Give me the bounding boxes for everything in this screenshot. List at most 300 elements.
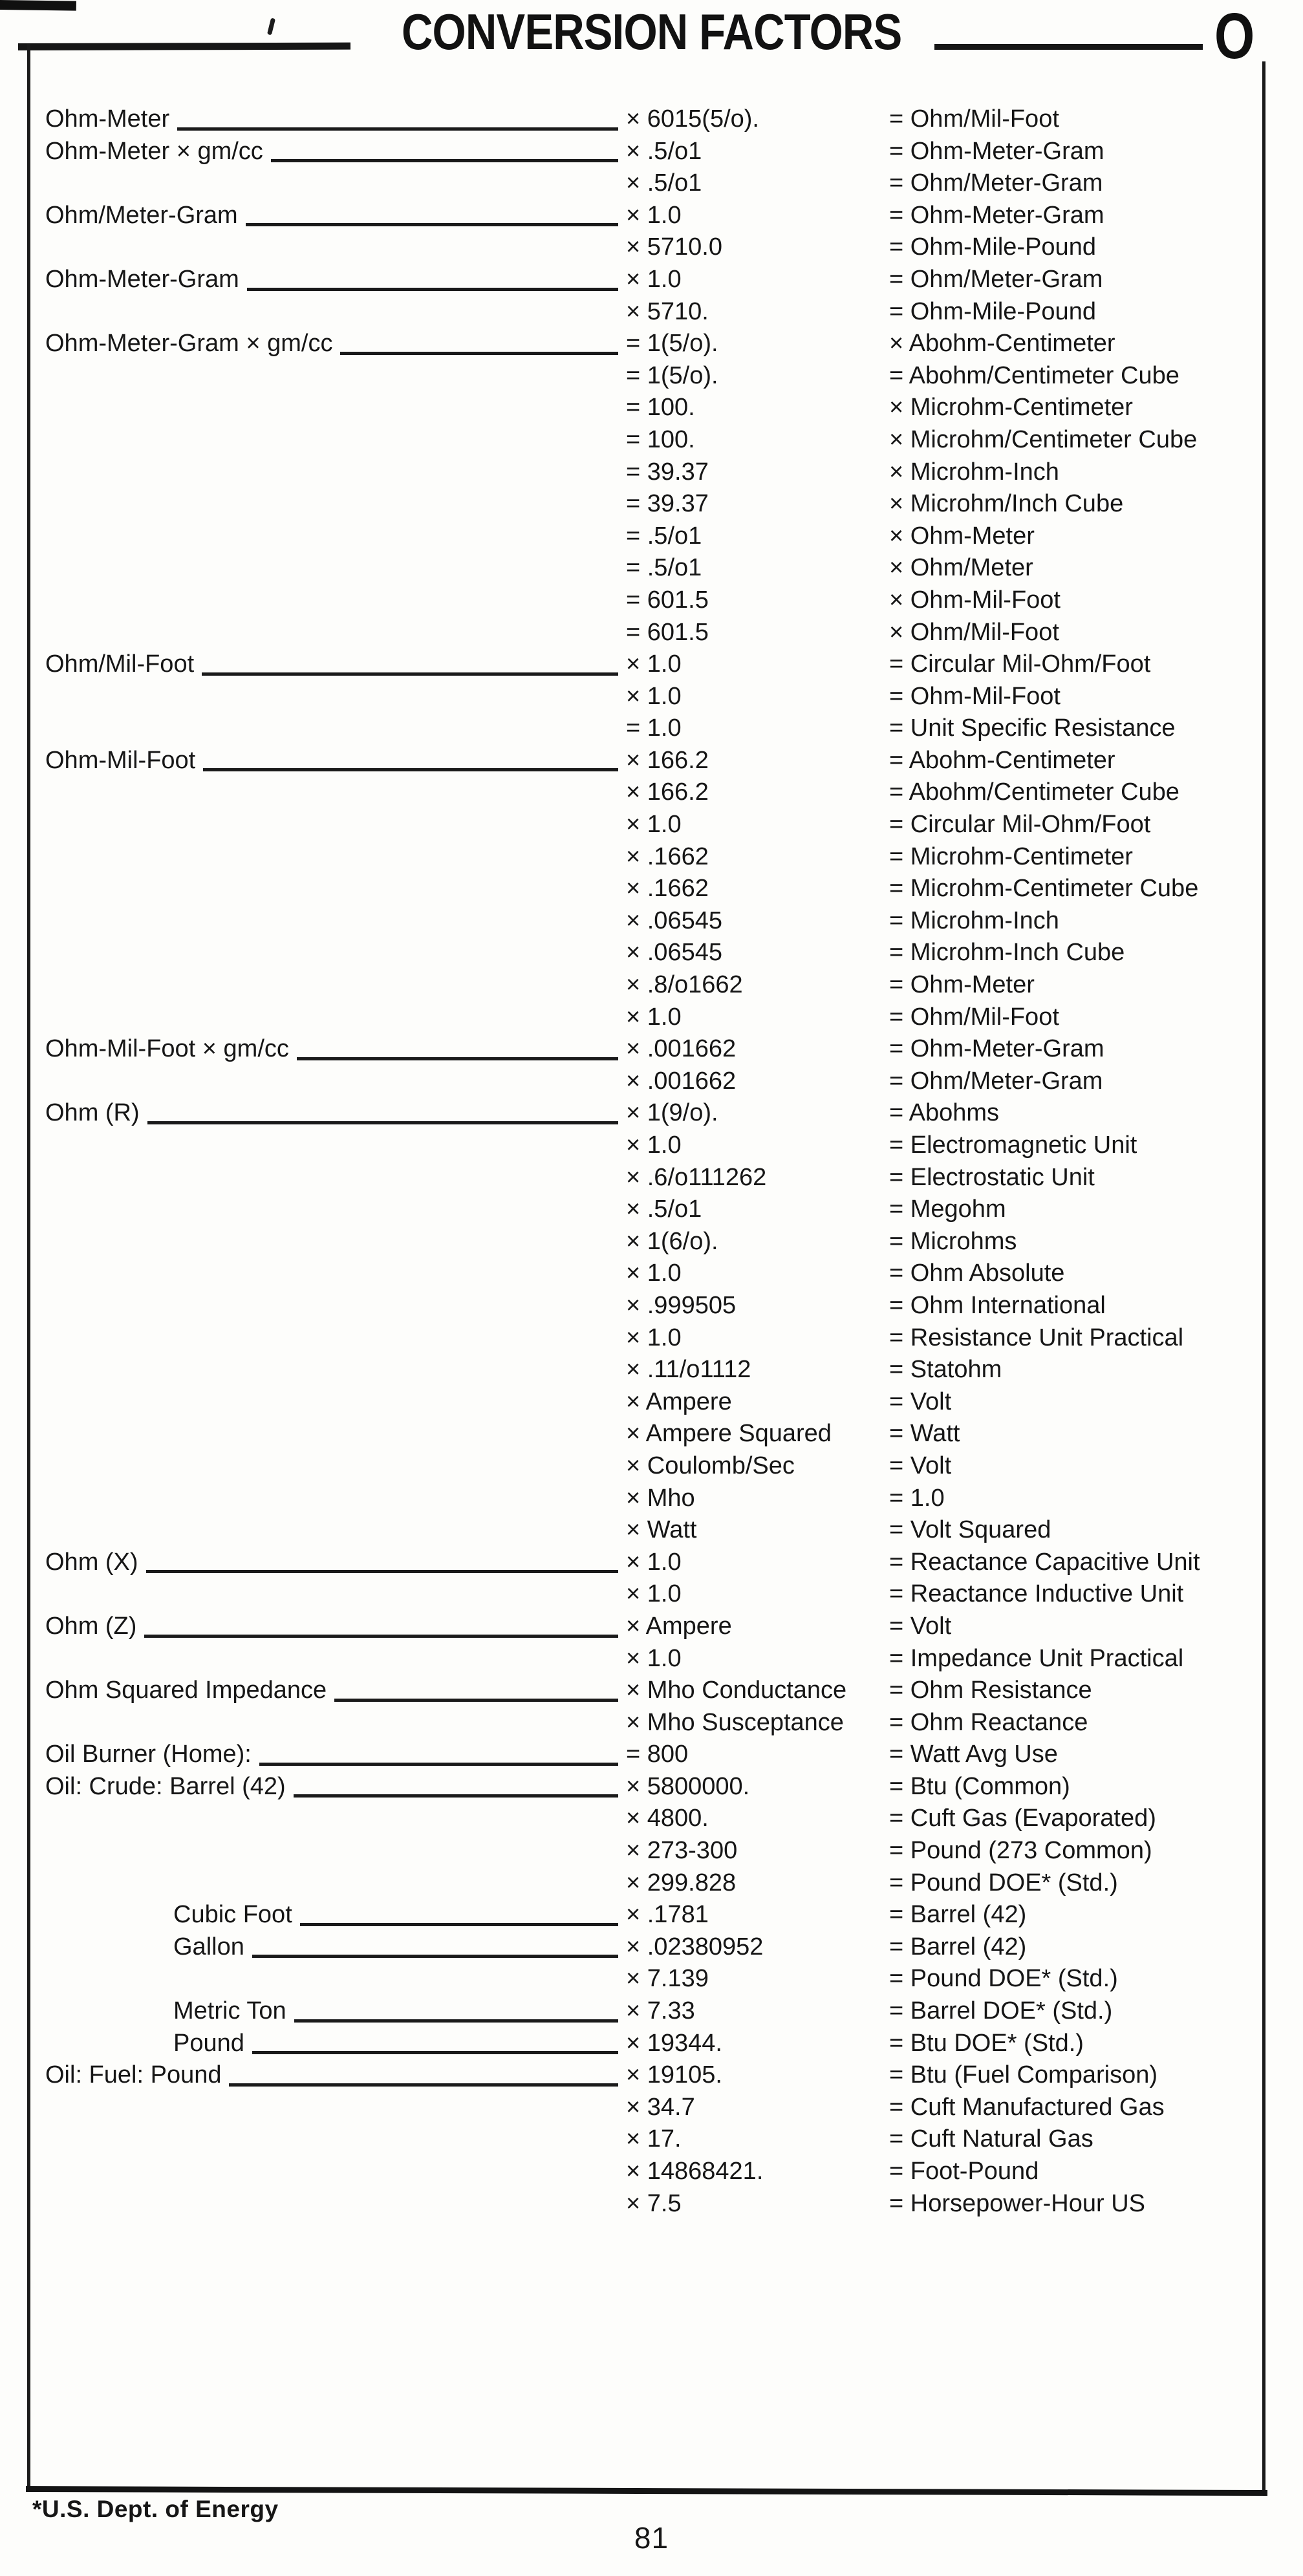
table-row [0,167,1303,200]
result-unit: = Microhm-Centimeter Cube [889,875,1199,903]
factor-value: × 166.2 [626,746,709,774]
table-row [0,1450,1303,1483]
row-label-area [45,777,621,809]
factor-value: × Ampere [626,1388,732,1415]
row-label-area [45,681,621,713]
leader-line [177,103,618,131]
factor-value: = 39.37 [626,490,709,518]
table-row [0,2028,1303,2060]
result-unit: × Microhm/Centimeter Cube [889,425,1198,453]
table-row [0,1194,1303,1226]
source-unit-label: Oil: Fuel: Pound [45,2061,222,2089]
row-label-area [45,296,621,328]
table-row [0,809,1303,841]
source-unit-label: Ohm-Mil-Foot [45,746,196,774]
result-unit: = Barrel (42) [889,1901,1027,1929]
result-unit: = Abohm/Centimeter Cube [889,361,1179,389]
result-unit: = Ohm/Meter-Gram [889,265,1103,293]
row-label-area [45,969,621,1002]
title-underline-right [934,44,1203,50]
result-unit: = Btu DOE* (Std.) [889,2029,1084,2057]
factor-value: × Mho Susceptance [626,1708,844,1736]
row-label-area [45,2188,621,2220]
row-label-area [45,649,621,681]
result-unit: = Ohm Absolute [889,1260,1065,1287]
table-row [0,136,1303,168]
table-row [0,1835,1303,1867]
row-label-area [45,2156,621,2188]
leader-line [340,328,618,355]
factor-value: × Coulomb/Sec [626,1452,795,1479]
result-unit: = Ohm/Meter-Gram [889,169,1103,197]
row-label-area [45,1483,621,1515]
factor-value: × 19344. [626,2029,722,2057]
leader-line [144,1611,618,1638]
row-label-area [45,200,621,232]
factor-value: × 7.139 [626,1965,709,1993]
source-unit-label: Gallon [173,1933,244,1960]
row-label-area [45,392,621,424]
table-row [0,328,1303,360]
factor-value: = 1.0 [626,714,682,742]
table-row [0,392,1303,424]
factor-value: = 601.5 [626,618,709,646]
table-row [0,552,1303,585]
leader-line [229,2059,618,2087]
row-label-area [45,1675,621,1707]
factor-value: × 1.0 [626,1260,682,1287]
row-label-area [45,1835,621,1867]
factor-value: = .5/o1 [626,554,702,582]
factor-value: = 1(5/o). [626,330,718,358]
row-label-area [45,1578,621,1611]
row-label-area [45,585,621,617]
table-row [0,1643,1303,1675]
factor-value: × 1.0 [626,265,682,293]
source-unit-label: Cubic Foot [173,1901,292,1929]
table-row [0,264,1303,296]
factor-value: × 1.0 [626,1003,682,1031]
row-label-area [45,521,621,553]
table-row [0,1226,1303,1258]
table-row [0,424,1303,456]
table-row [0,1290,1303,1322]
table-row [0,1386,1303,1419]
leader-line [259,1739,618,1766]
factor-value: × 1.0 [626,201,682,229]
result-unit: = Pound (273 Common) [889,1837,1152,1865]
factor-value: × 5710. [626,297,709,325]
result-unit: = Foot-Pound [889,2158,1039,2185]
result-unit: = Pound DOE* (Std.) [889,1869,1118,1896]
row-label-area [45,1707,621,1739]
row-label-area [45,1450,621,1483]
section-letter: O [1214,0,1255,72]
row-label-area [45,1162,621,1194]
factor-value: × .1662 [626,875,709,903]
row-label-area [45,1514,621,1547]
table-row [0,1771,1303,1803]
leader-line [247,264,618,291]
page-header [0,5,1303,58]
result-unit: = Ohm International [889,1291,1106,1319]
table-row [0,200,1303,232]
factor-value: × .5/o1 [626,137,702,165]
factor-value: × 1.0 [626,1548,682,1576]
result-unit: = Ohm-Mile-Pound [889,297,1096,325]
leader-line [202,649,618,676]
row-label-area [45,167,621,200]
row-label-area [45,2092,621,2124]
factor-value: × 299.828 [626,1869,737,1896]
factor-value: × 1.0 [626,811,682,839]
row-label-area [45,1130,621,1162]
row-label-area [45,713,621,745]
factor-value: × 7.5 [626,2189,682,2217]
table-row [0,1931,1303,1964]
conversion-table [0,103,1303,2220]
result-unit: = Electromagnetic Unit [889,1132,1137,1159]
table-row [0,905,1303,938]
row-label-area [45,1354,621,1386]
row-label-area [45,328,621,360]
source-unit-label: Ohm/Meter-Gram [45,201,238,229]
result-unit: = Unit Specific Resistance [889,714,1176,742]
source-unit-label: Ohm-Mil-Foot × gm/cc [45,1035,289,1063]
result-unit: = Ohm Resistance [889,1677,1092,1704]
row-label-area [45,456,621,489]
factor-value: × .5/o1 [626,1196,702,1223]
result-unit: = Watt [889,1420,960,1448]
source-unit-label: Ohm (X) [45,1548,138,1576]
factor-value: × Mho [626,1484,695,1512]
result-unit: × Microhm-Inch [889,458,1059,486]
result-unit: = Cuft Natural Gas [889,2125,1093,2153]
row-label-area [45,1033,621,1066]
table-row [0,1611,1303,1643]
factor-value: = 601.5 [626,586,709,614]
row-label-area [45,360,621,392]
table-row [0,585,1303,617]
result-unit: = Megohm [889,1196,1006,1223]
table-row [0,1322,1303,1355]
source-unit-label: Ohm-Meter-Gram [45,265,239,293]
table-row [0,1963,1303,1995]
result-unit: = Ohm Reactance [889,1708,1088,1736]
row-label-area [45,1771,621,1803]
row-label-area [45,1386,621,1419]
table-row [0,1002,1303,1034]
result-unit: = Abohm/Centimeter Cube [889,778,1179,806]
leader-line [271,136,618,163]
table-row [0,713,1303,745]
result-unit: = Reactance Capacitive Unit [889,1548,1200,1576]
result-unit: × Ohm/Meter [889,554,1033,582]
result-unit: × Microhm/Inch Cube [889,490,1124,518]
result-unit: = Btu (Fuel Comparison) [889,2061,1158,2089]
row-label-area [173,1931,621,1964]
footnote: *U.S. Dept. of Energy [32,2496,279,2522]
table-row [0,1033,1303,1066]
table-row [0,1514,1303,1547]
result-unit: = Ohm/Meter-Gram [889,1067,1103,1095]
result-unit: = Cuft Manufactured Gas [889,2093,1165,2121]
table-row [0,1547,1303,1579]
source-unit-label: Metric Ton [173,1997,286,2025]
result-unit: = Ohm/Mil-Foot [889,1003,1059,1031]
factor-value: × 1.0 [626,650,682,678]
page-title: CONVERSION FACTORS [401,3,902,60]
row-label-area [45,488,621,521]
factor-value: × .06545 [626,907,722,934]
result-unit: = Resistance Unit Practical [889,1324,1184,1351]
factor-value: × .001662 [626,1067,737,1095]
source-unit-label: Ohm (R) [45,1099,140,1127]
row-label-area [45,1066,621,1098]
table-row [0,1130,1303,1162]
table-row [0,456,1303,489]
row-label-area [45,103,621,136]
factor-value: × 6015(5/o). [626,105,759,133]
leader-line [252,2028,618,2055]
factor-value: × Mho Conductance [626,1677,847,1704]
result-unit: = Pound DOE* (Std.) [889,1965,1118,1993]
result-unit: × Ohm-Meter [889,522,1035,550]
table-row [0,1418,1303,1450]
table-row [0,1707,1303,1739]
table-row [0,873,1303,905]
factor-value: × 7.33 [626,1997,695,2025]
result-unit: = Circular Mil-Ohm/Foot [889,811,1151,839]
factor-value: × .02380952 [626,1933,764,1960]
row-label-area [45,1963,621,1995]
source-unit-label: Pound [173,2029,244,2057]
result-unit: = Microhm-Inch [889,907,1059,934]
table-row [0,969,1303,1002]
source-unit-label: Ohm-Meter [45,105,170,133]
result-unit: = Circular Mil-Ohm/Foot [889,650,1151,678]
factor-value: = .5/o1 [626,522,702,550]
result-unit: = Abohm-Centimeter [889,746,1115,774]
table-row [0,1803,1303,1835]
row-label-area [45,1226,621,1258]
result-unit: = Microhm-Centimeter [889,843,1133,870]
row-label-area [45,1290,621,1322]
table-row [0,2123,1303,2156]
row-label-area [45,617,621,649]
row-label-area [45,873,621,905]
result-unit: = Barrel (42) [889,1933,1027,1960]
factor-value: × 1(6/o). [626,1227,718,1255]
factor-value: × Watt [626,1516,697,1544]
result-unit: = Ohm-Meter-Gram [889,1035,1104,1063]
factor-value: × 17. [626,2125,682,2153]
row-label-area [173,1899,621,1931]
result-unit: = Ohm-Meter-Gram [889,201,1104,229]
row-label-area [45,1611,621,1643]
source-unit-label: Ohm-Meter-Gram × gm/cc [45,330,333,358]
row-label-area [45,1097,621,1130]
factor-value: × 5710.0 [626,233,722,261]
row-label-area [45,1643,621,1675]
table-row [0,2156,1303,2188]
table-row [0,1354,1303,1386]
result-unit: = Watt Avg Use [889,1741,1058,1768]
factor-value: = 39.37 [626,458,709,486]
result-unit: = Ohm-Meter-Gram [889,137,1104,165]
table-row [0,2188,1303,2220]
factor-value: = 100. [626,425,695,453]
factor-value: × 34.7 [626,2093,695,2121]
row-label-area [45,1418,621,1450]
row-label-area [45,1258,621,1290]
factor-value: × 19105. [626,2061,722,2089]
result-unit: = Volt [889,1452,952,1479]
row-label-area [45,231,621,264]
table-row [0,1258,1303,1290]
result-unit: × Abohm-Centimeter [889,330,1115,358]
factor-value: × .6/o111262 [626,1163,767,1191]
result-unit: = Ohm-Mil-Foot [889,682,1061,710]
result-unit: × Ohm-Mil-Foot [889,586,1061,614]
table-row [0,231,1303,264]
table-row [0,937,1303,969]
row-label-area [45,1739,621,1771]
factor-value: × Ampere [626,1612,732,1640]
factor-value: × 273-300 [626,1837,738,1865]
table-row [0,745,1303,777]
source-unit-label: Ohm-Meter × gm/cc [45,137,263,165]
leader-line [252,1931,618,1959]
table-row [0,1867,1303,1900]
row-label-area [45,1867,621,1900]
result-unit: = Electrostatic Unit [889,1163,1095,1191]
source-unit-label: Oil: Crude: Barrel (42) [45,1772,286,1800]
result-unit: = Impedance Unit Practical [889,1644,1184,1672]
row-label-area [45,1803,621,1835]
page-number: 81 [634,2521,669,2555]
row-label-area [45,937,621,969]
result-unit: × Ohm/Mil-Foot [889,618,1059,646]
table-row [0,1066,1303,1098]
row-label-area [45,1194,621,1226]
table-row [0,1097,1303,1130]
factor-value: = 1(5/o). [626,361,718,389]
row-label-area [45,2059,621,2092]
factor-value: × .5/o1 [626,169,702,197]
factor-value: × 1.0 [626,1324,682,1351]
factor-value: × 1.0 [626,1132,682,1159]
table-row [0,2059,1303,2092]
factor-value: × 14868421. [626,2158,764,2185]
factor-value: × .001662 [626,1035,737,1063]
factor-value: × 5800000. [626,1772,750,1800]
factor-value: × 1.0 [626,1644,682,1672]
factor-value: × 166.2 [626,778,709,806]
row-label-area [173,1995,621,2028]
factor-value: × 1(9/o). [626,1099,718,1127]
table-row [0,521,1303,553]
box-bottom-border [26,2486,1267,2496]
row-label-area [45,136,621,168]
result-unit: = Volt [889,1388,952,1415]
leader-line [146,1547,618,1574]
leader-line [246,200,618,227]
row-label-area [45,424,621,456]
result-unit: = Cuft Gas (Evaporated) [889,1805,1156,1832]
table-row [0,1675,1303,1707]
result-unit: = Statohm [889,1356,1002,1384]
result-unit: = Btu (Common) [889,1772,1070,1800]
table-row [0,1162,1303,1194]
leader-line [203,745,618,772]
leader-line [297,1033,618,1060]
row-label-area [45,264,621,296]
result-unit: = Reactance Inductive Unit [889,1580,1184,1608]
factor-value: × 1.0 [626,1580,682,1608]
result-unit: = Volt [889,1612,952,1640]
factor-value: × .999505 [626,1291,737,1319]
factor-value: × Ampere Squared [626,1420,832,1448]
factor-value: × .11/o1112 [626,1356,751,1384]
factor-value: × .8/o1662 [626,971,743,999]
row-label-area [45,2123,621,2156]
table-row [0,841,1303,874]
result-unit: = Abohms [889,1099,1000,1127]
table-row [0,296,1303,328]
source-unit-label: Oil Burner (Home): [45,1741,252,1768]
table-row [0,649,1303,681]
factor-value: × 1.0 [626,682,682,710]
row-label-area [45,552,621,585]
factor-value: × .06545 [626,939,722,967]
row-label-area [45,1547,621,1579]
row-label-area [45,809,621,841]
table-row [0,2092,1303,2124]
factor-value: × .1781 [626,1901,709,1929]
leader-line [147,1097,618,1124]
row-label-area [45,745,621,777]
result-unit: = Ohm-Meter [889,971,1035,999]
table-row [0,777,1303,809]
table-row [0,1739,1303,1771]
table-row [0,488,1303,521]
table-row [0,103,1303,136]
factor-value: = 800 [626,1741,689,1768]
factor-value: × 4800. [626,1805,709,1832]
result-unit: = Microhms [889,1227,1017,1255]
result-unit: = Barrel DOE* (Std.) [889,1997,1113,2025]
result-unit: = Volt Squared [889,1516,1051,1544]
table-row [0,617,1303,649]
table-row [0,1578,1303,1611]
result-unit: = 1.0 [889,1484,945,1512]
leader-line [294,1995,618,2023]
leader-line [294,1771,618,1798]
leader-line [334,1675,618,1702]
table-row [0,681,1303,713]
result-unit: = Horsepower-Hour US [889,2189,1145,2217]
factor-value: × .1662 [626,843,709,870]
result-unit: = Ohm/Mil-Foot [889,105,1059,133]
source-unit-label: Ohm/Mil-Foot [45,650,195,678]
factor-value: = 100. [626,394,695,422]
result-unit: = Ohm-Mile-Pound [889,233,1096,261]
row-label-area [45,1322,621,1355]
table-row [0,360,1303,392]
table-row [0,1899,1303,1931]
row-label-area [45,1002,621,1034]
